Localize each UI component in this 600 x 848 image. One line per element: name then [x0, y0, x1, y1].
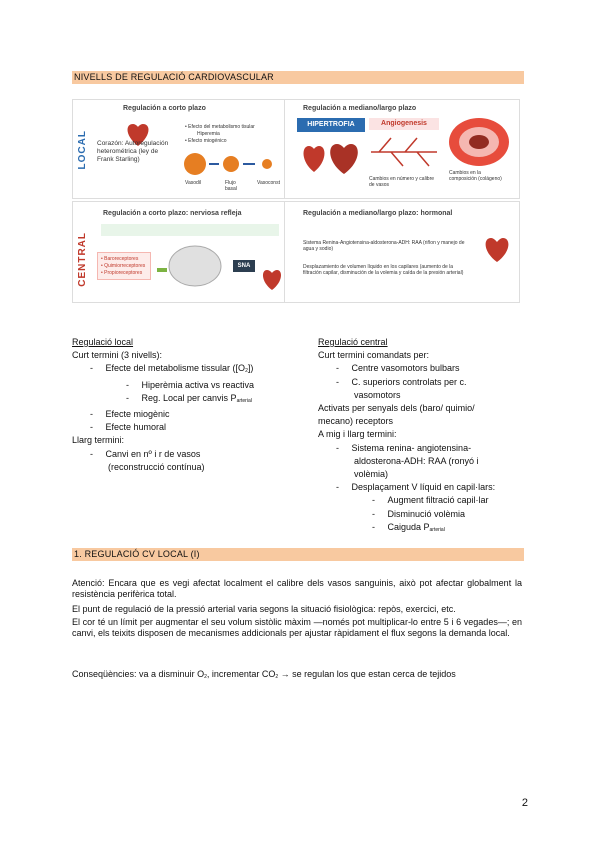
panel-title: Regulación a corto plazo [123, 105, 206, 112]
item-text: Disminució volèmia [387, 508, 466, 519]
left-item-metabolisme: - Efecte del metabolisme tissular $([O_2])$ [90, 363, 254, 375]
subscript: 2 [275, 674, 279, 680]
right-item-centre: - Centre vasomotors bulbars [336, 363, 460, 374]
bullet-text: Quimiorreceptores [104, 263, 146, 269]
panel-local-short [72, 99, 285, 199]
subscript: arterial [429, 526, 445, 533]
brain-icon [153, 242, 223, 292]
item-text: C. superiors controlats per c. [351, 376, 467, 387]
left-heading: Regulació local [72, 337, 134, 347]
bullet-metabolismo: • Efecto del metabolismo tisular [185, 124, 255, 130]
corazon-text: Corazón: Autoregulación heterométrica (ley de Frank Starling) [97, 140, 169, 163]
item-text: Canvi en nº i r de vasos [105, 448, 201, 459]
panel-title: Regulación a mediano/largo plazo: hormonal [303, 210, 453, 217]
item-text: Efecte humoral [105, 422, 167, 433]
item-text: Efecte del metabolisme tissular ([O [105, 363, 246, 374]
cambios-text: Cambios en número y calibre de vasos [369, 176, 435, 188]
right-line: Activats per senyals dels (baro/ quimio/ [318, 403, 475, 414]
subscript: 2 [245, 368, 248, 375]
panel-central-short [72, 201, 285, 303]
item-text: Hiperèmia activa vs reactiva [141, 379, 255, 390]
left-item-miogenic: - Efecte miogènic [90, 409, 170, 420]
angiogenesis-vessels [369, 132, 439, 172]
item-text: Augment filtració capil·lar [387, 495, 489, 506]
right-item-volemia: - Disminució volèmia [372, 508, 466, 519]
left-line: (reconstrucció contínua) [108, 461, 205, 472]
receptor-3: • Propioreceptores [101, 270, 143, 276]
vessel-diameters [183, 150, 283, 178]
text-part: → se regulan los que estan cerca de tejidos [278, 669, 456, 679]
item-text: Desplaçament V líquid en capil·lars: [351, 482, 496, 493]
receptor-box [97, 252, 151, 280]
right-line: aldosterona-ADH: RAA (ronyó i [354, 455, 479, 466]
item-text-end: ]) [247, 363, 254, 374]
item-text: Centre vasomotors bulbars [351, 363, 460, 374]
bullet-text: Efecto del metabolismo tisular [188, 124, 255, 130]
left-line: Llarg termini: [72, 435, 125, 446]
right-heading: Regulació central [318, 337, 388, 347]
left-item-hiperemia: - Hiperèmia activa vs reactiva [126, 379, 255, 390]
bullet-miogenico: • Efecto miogénico [185, 138, 227, 144]
bullet-text: Efecto miogénico [188, 138, 227, 144]
item-text: Caiguda P [387, 521, 430, 532]
subscript: arterial [236, 397, 252, 404]
process-strip [101, 224, 279, 236]
panel-local-long [284, 99, 520, 199]
section-title: 1. REGULACIÓ CV LOCAL (I) [74, 549, 200, 559]
local-label: LOCAL [77, 130, 88, 170]
composicion-text: Cambios en la composición (colágeno) [449, 170, 502, 182]
bullet-hiperemia: Hiperemia [197, 131, 220, 137]
panel-title: Regulación a mediano/largo plazo [303, 105, 417, 112]
right-line: Curt termini comandats per: [318, 350, 430, 361]
paragraph-cor: El cor té un límit per augmentar el seu volum sistòlic màxim —només pot multiplicar-lo entre 5 i 6 vegades—; en canvi, els teixits disposen de mecanismes addicionals per ajustar ràpidament el flux segons la demanda local. [72, 617, 522, 638]
right-column [318, 336, 528, 537]
label-vasodil: Vasodil [185, 180, 202, 186]
subscript: 2 [204, 674, 207, 680]
receptor-2: • Quimiorreceptores [101, 263, 146, 269]
item-text: Efecte miogènic [105, 409, 170, 420]
bullet-text: Propioreceptores [104, 270, 143, 276]
right-item-filtracio: - Augment filtració capil·lar [372, 495, 489, 506]
right-line: A mig i llarg termini: [318, 429, 397, 440]
raa-text: Sistema Renina-Angiotensina-aldosterona-ADH: RAA (riñon y manejo de agua y sodio) [303, 240, 465, 252]
receptor-1: • Baroreceptores [101, 256, 139, 262]
right-item-renina: - Sistema renina- angiotensina- [336, 442, 472, 453]
paragraph-atencio: Atenció: Encara que es vegi afectat localment el calibre dels vasos sanguinis, això pot afectar globalment la resistència perifèrica total. [72, 578, 522, 599]
desplazamiento-text: Desplazamiento de volumen líquido en los capilares (aumento de la filtración capilar, disminución de la volemia y caída de la presión arterial) [303, 264, 464, 276]
regulation-figure [72, 97, 520, 305]
paragraph-consequencies [72, 669, 522, 683]
vessel-wall-image [445, 116, 513, 168]
right-item-superiors: - C. superiors controlats per c. [336, 376, 467, 387]
text-part: Conseqüències: va a disminuir O [72, 669, 205, 679]
item-text: Reg. Local per canvis P [141, 392, 237, 403]
left-item-humoral: - Efecte humoral [90, 422, 167, 433]
item-text: Sistema renina- angiotensina- [351, 442, 472, 453]
right-line: volèmia) [354, 469, 389, 480]
label-flujo: Flujo basal [225, 180, 237, 192]
text-part: , incrementar CO [206, 669, 276, 679]
right-line: vasomotors [354, 389, 401, 400]
bullet-text: Baroreceptores [104, 256, 139, 262]
sna-box: SNA [233, 260, 255, 272]
paragraph-punt: El punt de regulació de la pressió arterial varia segons la situació fisiològica: repòs, exercici, etc. [72, 604, 456, 614]
section-header [72, 71, 524, 84]
panel-central-long [284, 201, 520, 303]
left-item-canvi: - Canvi en nº i r de vasos [90, 448, 201, 459]
heart-icon [481, 232, 513, 266]
hipertrofia-label: HIPERTROFIA [297, 118, 365, 132]
left-item-reg-local: - Reg. Local per canvis $P_{arterial}$ [126, 392, 252, 404]
left-line: Curt termini (3 nivells): [72, 350, 163, 361]
angiogenesis-label: Angiogenesis [369, 118, 439, 130]
hypertrophy-hearts [299, 136, 359, 176]
left-column [72, 336, 312, 474]
right-item-caiguda: - Caiguda $P_{arterial}$ [372, 521, 445, 533]
central-label: CENTRAL [77, 232, 88, 287]
right-line: mecano) receptors [318, 416, 394, 427]
label-vasoconst: Vasoconst [257, 180, 280, 186]
section-title: NIVELLS DE REGULACIÓ CARDIOVASCULAR [74, 72, 274, 82]
right-item-desplacament: - Desplaçament V líquid en capil·lars: [336, 482, 496, 493]
heart-icon [259, 266, 285, 292]
panel-title: Regulación a corto plazo: nerviosa refleja [103, 210, 242, 217]
section-header [72, 548, 524, 561]
page-number: 2 [521, 797, 528, 809]
